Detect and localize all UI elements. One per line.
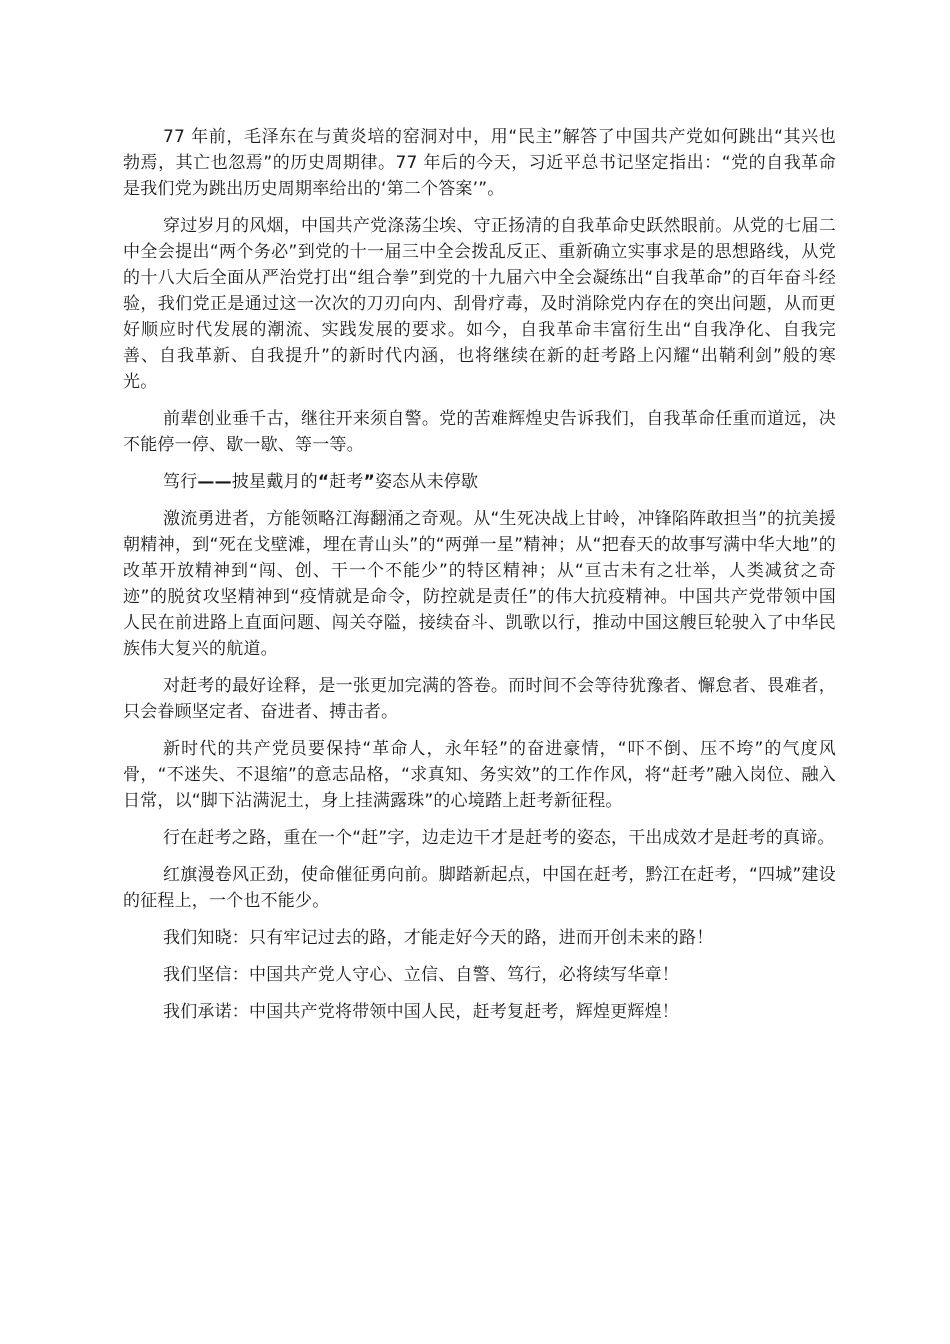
- paragraph-5: 对赶考的最好诠释，是一张更加完满的答卷。而时间不会等待犹豫者、懈怠者、畏难者，只会眷顾坚定者、奋进者、搏击者。: [123, 676, 836, 722]
- document-body: [123, 124, 836, 1036]
- heading-prefix: 笃行: [163, 472, 198, 492]
- heading-suffix: 姿态从未停歇: [374, 472, 479, 492]
- paragraph-11: 我们承诺：中国共产党将带领中国人民，赶考复赶考，辉煌更辉煌！: [163, 1002, 679, 1022]
- heading-keyword: 赶考: [329, 472, 364, 492]
- heading-middle: 披星戴月的: [231, 472, 318, 492]
- heading-quote-open: “: [317, 472, 330, 492]
- heading-quote-close: ”: [363, 472, 375, 492]
- heading-dash: ——: [197, 472, 232, 492]
- paragraph-7: 行在赶考之路，重在一个“赶”字，边走边干才是赶考的姿态，干出成效才是赶考的真谛。: [163, 828, 835, 848]
- paragraph-3: 前辈创业垂千古，继往开来须自警。党的苦难辉煌史告诉我们，自我革命任重而道远，决不能停一停、歇一歇、等一等。: [123, 409, 836, 455]
- paragraph-6: 新时代的共产党员要保持“革命人，永年轻”的奋进豪情，“吓不倒、压不垮”的气度风骨，“不迷失、不退缩”的意志品格，“求真知、务实效”的工作作风，将“赶考”融入岗位、融入日常，以“脚下沾满泥土，身上挂满露珠”的心境踏上赶考新征程。: [123, 739, 836, 811]
- paragraph-4: 激流勇进者，方能领略江海翻涌之奇观。从“生死决战上甘岭，冲锋陷阵敢担当”的抗美援朝精神，到“死在戈壁滩，埋在青山头”的“两弹一星”精神；从“把春天的故事写满中华大地”的改革开放精神到“闯、创、干一个不能少”的特区精神；从“亘古未有之壮举，人类减贫之奇迹”的脱贫攻坚精神到“疫情就是命令，防控就是责任”的伟大抗疫精神。中国共产党带领中国人民在前进路上直面问题、闯关夺隘，接续奋斗、凯歌以行，推动中国这艘巨轮驶入了中华民族伟大复兴的航道。: [123, 509, 836, 659]
- paragraph-9: 我们知晓：只有牢记过去的路，才能走好今天的路，进而开创未来的路！: [163, 928, 714, 948]
- paragraph-1: 77 年前，毛泽东在与黄炎培的窑洞对中，用“民主”解答了中国共产党如何跳出“其兴也勃焉，其亡也忽焉”的历史周期律。77 年后的今天，习近平总书记坚定指出：“党的自我革命是我们党为跳出历史周期率给出的‘第二个答案’”。: [123, 127, 836, 199]
- section-heading: [123, 469, 836, 495]
- paragraph-2: 穿过岁月的风烟，中国共产党涤荡尘埃、守正扬清的自我革命史跃然眼前。从党的七届二中全会提出“两个务必”到党的十一届三中全会拨乱反正、重新确立实事求是的思想路线，从党的十八大后全面从严治党打出“组合拳”到党的十九届六中全会凝练出“自我革命”的百年奋斗经验，我们党正是通过这一次次的刀刃向内、刮骨疗毒，及时消除党内存在的突出问题，从而更好顺应时代发展的潮流、实践发展的要求。如今，自我革命丰富衍生出“自我净化、自我完善、自我革新、自我提升”的新时代内涵，也将继续在新的赶考路上闪耀“出鞘利剑”般的寒光。: [123, 216, 836, 392]
- paragraph-10: 我们坚信：中国共产党人守心、立信、自警、笃行，必将续写华章！: [163, 965, 679, 985]
- paragraph-8: 红旗漫卷风正劲，使命催征勇向前。脚踏新起点，中国在赶考，黔江在赶考，“四城”建设的征程上，一个也不能少。: [123, 865, 836, 911]
